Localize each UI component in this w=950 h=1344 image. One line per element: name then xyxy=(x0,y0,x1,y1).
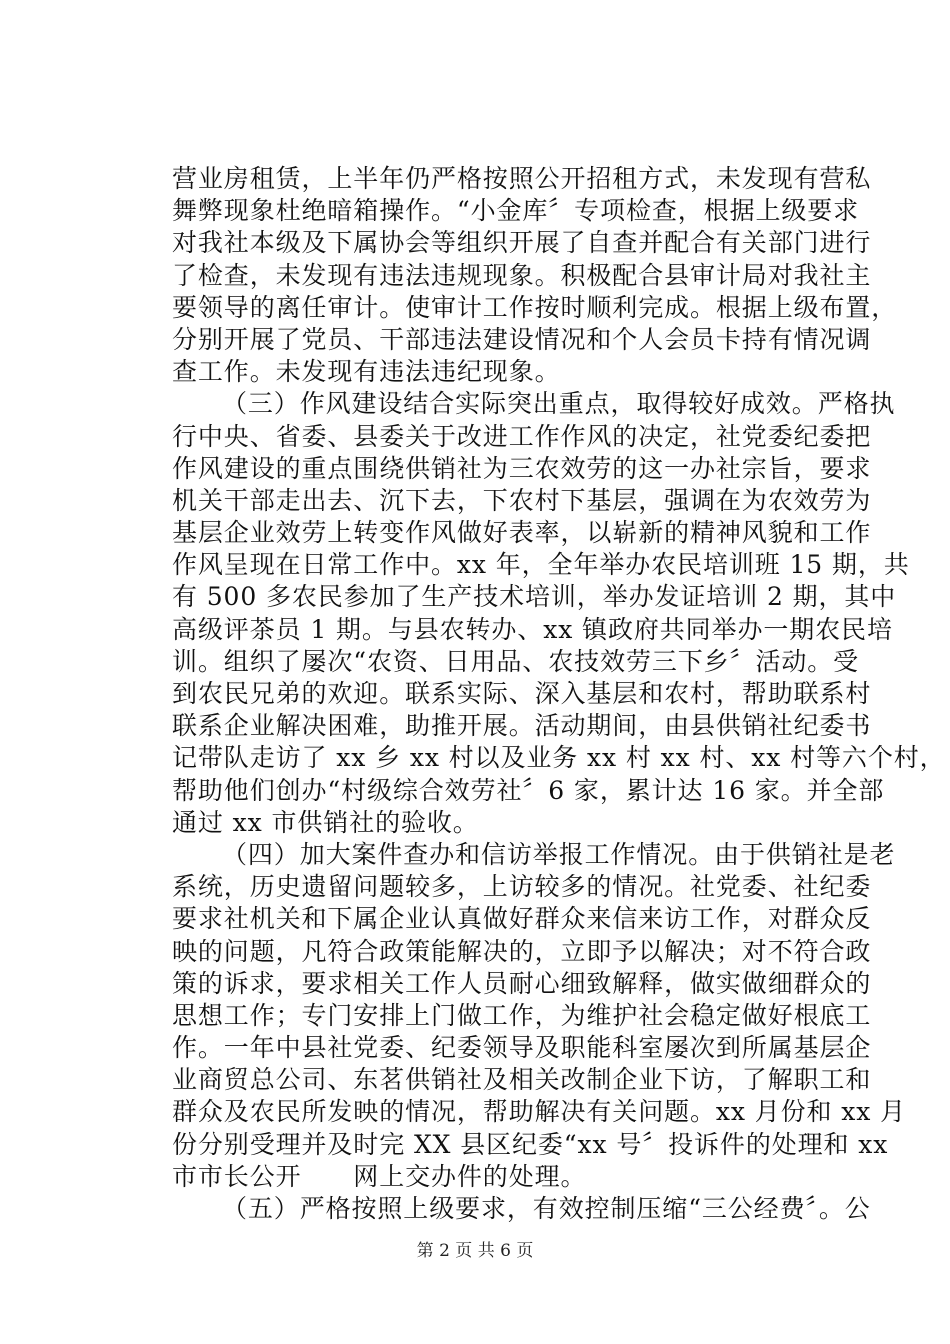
text-line: 帮助他们创办“村级综合效劳社〞6 家，累计达 16 家。并全部 xyxy=(172,775,885,805)
text-line: 高级评茶员 1 期。与县农转办、xx 镇政府共同举办一期农民培 xyxy=(172,614,893,644)
text-line: 作。一年中县社党委、纪委领导及职能科室屡次到所属基层企 xyxy=(172,1033,872,1063)
text-line: 业商贸总公司、东茗供销社及相关改制企业下访，了解职工和 xyxy=(172,1065,872,1095)
text-line: 查工作。未发现有违法违纪现象。 xyxy=(172,357,561,387)
text-line: 市市长公开 网上交办件的处理。 xyxy=(172,1161,587,1191)
text-line: 策的诉求，要求相关工作人员耐心细致解释，做实做细群众的 xyxy=(172,968,872,998)
text-line: 分别开展了党员、干部违法建设情况和个人会员卡持有情况调 xyxy=(172,324,872,354)
text-line: 群众及农民所发映的情况，帮助解决有关问题。xx 月份和 xx 月 xyxy=(172,1097,907,1127)
paragraph-heading-3: （三）作风建设结合实际突出重点，取得较好成效。严格执 xyxy=(222,389,896,419)
text-line: 记带队走访了 xx 乡 xx 村以及业务 xx 村 xx 村、xx 村等六个村， xyxy=(172,743,946,773)
text-line: 联系企业解决困难，助推开展。活动期间，由县供销社纪委书 xyxy=(172,711,872,741)
text-line: 系统，历史遗留问题较多，上访较多的情况。社党委、社纪委 xyxy=(172,872,872,902)
text-line: 份分别受理并及时完 XX 县区纪委“xx 号〞投诉件的处理和 xx xyxy=(172,1129,889,1159)
page-number-footer: 第 2 页 共 6 页 xyxy=(416,1241,534,1261)
text-line: 机关干部走出去、沉下去，下农村下基层，强调在为农效劳为 xyxy=(172,485,872,515)
text-line: 基层企业效劳上转变作风做好表率，以崭新的精神风貌和工作 xyxy=(172,518,872,548)
text-line: 训。组织了屡次“农资、日用品、农技效劳三下乡〞活动。受 xyxy=(172,646,860,676)
text-line: 到农民兄弟的欢迎。联系实际、深入基层和农村，帮助联系村 xyxy=(172,679,872,708)
text-line: 行中央、省委、县委关于改进工作作风的决定，社党委纪委把 xyxy=(172,421,872,451)
text-line: 作风呈现在日常工作中。xx 年，全年举办农民培训班 15 期，共 xyxy=(172,550,910,580)
text-line: 映的问题，凡符合政策能解决的，立即予以解决；对不符合政 xyxy=(172,936,872,966)
text-line: 通过 xx 市供销社的验收。 xyxy=(172,807,479,837)
paragraph-heading-4: （四）加大案件查办和信访举报工作情况。由于供销社是老 xyxy=(222,839,896,869)
text-line: 了检查，未发现有违法违规现象。积极配合县审计局对我社主 xyxy=(172,260,872,290)
paragraph-heading-5: （五）严格按照上级要求，有效控制压缩“三公经费〞。公 xyxy=(222,1194,871,1223)
text-line: 要求社机关和下属企业认真做好群众来信来访工作，对群众反 xyxy=(172,904,872,934)
text-line: 有 500 多农民参加了生产技术培训，举办发证培训 2 期，其中 xyxy=(172,582,897,612)
text-line: 要领导的离任审计。使审计工作按时顺利完成。根据上级布置， xyxy=(172,292,898,322)
text-line: 思想工作；专门安排上门做工作，为维护社会稳定做好根底工 xyxy=(172,1000,872,1030)
text-line: 作风建设的重点围绕供销社为三农效劳的这一办社宗旨，要求 xyxy=(172,453,872,483)
text-line: 舞弊现象杜绝暗箱操作。“小金库〞专项检查，根据上级要求 xyxy=(172,196,860,226)
text-line: 营业房租赁，上半年仍严格按照公开招租方式，未发现有营私 xyxy=(172,164,872,193)
text-line: 对我社本级及下属协会等组织开展了自查并配合有关部门进行 xyxy=(172,228,872,258)
body-text xyxy=(172,163,946,1225)
